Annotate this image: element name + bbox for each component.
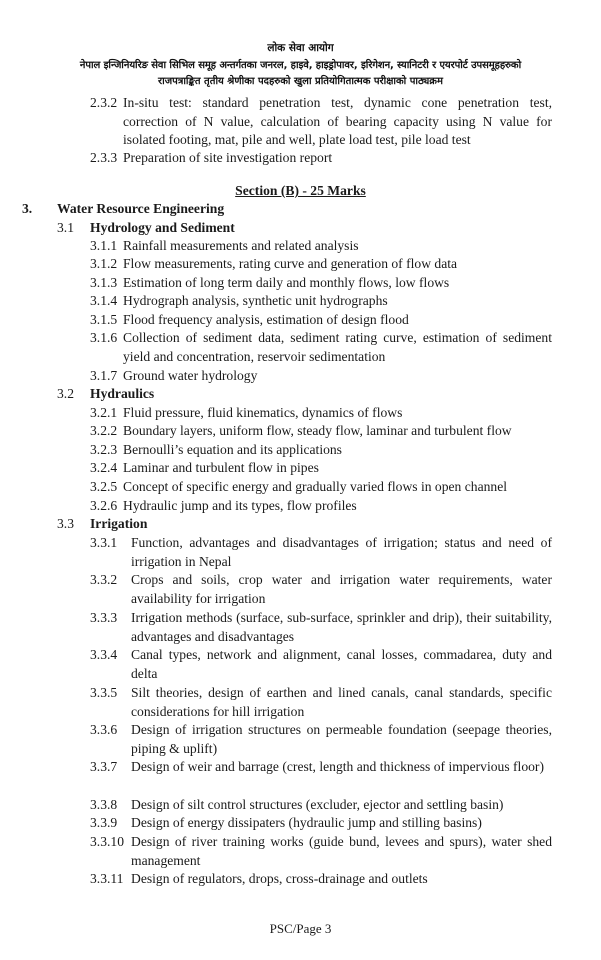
header-syllabus-title: राजपत्राङ्कित तृतीय श्रेणीका पदहरुको खुला प्रतियोगितात्मक परीक्षाको पाठ्यक्रम	[158, 76, 443, 87]
item-number: 3.3.4	[90, 647, 118, 662]
header-service-group: नेपाल इन्जिनियरिङ सेवा सिभिल समूह अन्तर्गतका जनरल, हाइवे, हाइड्रोपावर, इरिगेशन, स्यानिटरी र एयरपोर्ट उपसमूहहरुको	[79, 60, 522, 71]
item-text: Estimation of long term daily and monthly flows, low flows	[123, 275, 450, 290]
item-text: Crops and soils, crop water and irrigation water requirements, water availability for irrigation	[131, 572, 552, 606]
item-text: Hydrograph analysis, synthetic unit hydrographs	[123, 293, 388, 308]
item-text: Bernoulli’s equation and its applications	[123, 442, 342, 457]
item-text: Silt theories, design of earthen and lined canals, canal standards, specific considerations for hill irrigation	[131, 685, 552, 719]
item-number: 3.3.10	[90, 834, 124, 849]
header-commission-name: लोक सेवा आयोग	[267, 42, 334, 54]
item-number: 3.2.2	[90, 423, 118, 438]
item-text: Hydraulic jump and its types, flow profiles	[123, 498, 357, 513]
item-number: 3.3.8	[90, 797, 118, 812]
subsection-title: Irrigation	[90, 516, 148, 531]
item-text: Preparation of site investigation report	[123, 150, 333, 165]
item-text: In-situ test: standard penetration test, dynamic cone penetration test, correction of N value, calculation of bearing capacity using N value for isolated footing, mat, pile and well, plate load test, pile load test	[123, 95, 552, 148]
item-text: Design of regulators, drops, cross-drainage and outlets	[131, 871, 428, 886]
item-number: 3.2.6	[90, 498, 118, 513]
item-number: 3.1.5	[90, 312, 118, 327]
subsection-number: 3.3	[57, 516, 74, 531]
item-text: Design of energy dissipaters (hydraulic jump and stilling basins)	[131, 815, 482, 830]
item-number: 3.3.7	[90, 759, 118, 774]
subsection-title: Hydraulics	[90, 386, 155, 401]
section-title: Section (B) - 25 Marks	[235, 183, 366, 198]
item-text: Ground water hydrology	[123, 368, 258, 383]
item-text: Laminar and turbulent flow in pipes	[123, 460, 319, 475]
item-text: Canal types, network and alignment, canal losses, commadarea, duty and delta	[131, 647, 552, 681]
item-text: Flow measurements, rating curve and generation of flow data	[123, 256, 458, 271]
item-text: Design of silt control structures (excluder, ejector and settling basin)	[131, 797, 504, 812]
item-number: 3.3.5	[90, 685, 118, 700]
item-text: Design of weir and barrage (crest, length and thickness of impervious floor)	[131, 759, 544, 774]
item-text: Rainfall measurements and related analysis	[123, 238, 359, 253]
item-number: 3.1.2	[90, 256, 118, 271]
item-number: 3.3.6	[90, 722, 118, 737]
item-text: Design of irrigation structures on permeable foundation (seepage theories, piping & uplift)	[131, 722, 552, 756]
item-number: 3.3.2	[90, 572, 118, 587]
item-text: Boundary layers, uniform flow, steady flow, laminar and turbulent flow	[123, 423, 512, 438]
item-number: 3.1.4	[90, 293, 118, 308]
item-text: Fluid pressure, fluid kinematics, dynamics of flows	[123, 405, 403, 420]
syllabus-item-2-3-2	[90, 94, 552, 150]
item-number: 3.3.1	[90, 535, 118, 550]
item-number: 3.2.4	[90, 460, 118, 475]
item-number: 2.3.2	[90, 95, 118, 110]
item-number: 3.3.11	[90, 871, 124, 886]
subsection-number: 3.2	[57, 386, 74, 401]
item-number: 3.3.3	[90, 610, 118, 625]
item-text: Flood frequency analysis, estimation of design flood	[123, 312, 409, 327]
item-text: Function, advantages and disadvantages of irrigation; status and need of irrigation in Nepal	[131, 535, 552, 569]
item-number: 3.2.5	[90, 479, 118, 494]
item-text: Concept of specific energy and gradually varied flows in open channel	[123, 479, 508, 494]
item-number: 3.3.9	[90, 815, 118, 830]
subsection-number: 3.1	[57, 220, 74, 235]
item-number: 3.1.1	[90, 238, 118, 253]
item-number: 3.1.3	[90, 275, 118, 290]
item-number: 2.3.3	[90, 150, 118, 165]
chapter-title: Water Resource Engineering	[57, 201, 225, 216]
item-text: Collection of sediment data, sediment rating curve, estimation of sediment yield and concentration, reservoir sedimentation	[123, 330, 552, 364]
item-text: Irrigation methods (surface, sub-surface, sprinkler and drip), their suitability, advantages and disadvantages	[131, 610, 552, 644]
item-text: Design of river training works (guide bund, levees and spurs), water shed management	[131, 834, 552, 868]
subsection-title: Hydrology and Sediment	[90, 220, 235, 235]
chapter-number: 3.	[22, 201, 33, 216]
item-number: 3.1.6	[90, 330, 118, 345]
item-number: 3.2.3	[90, 442, 118, 457]
item-number: 3.2.1	[90, 405, 118, 420]
page-number-footer: PSC/Page 3	[269, 921, 332, 936]
item-number: 3.1.7	[90, 368, 118, 383]
